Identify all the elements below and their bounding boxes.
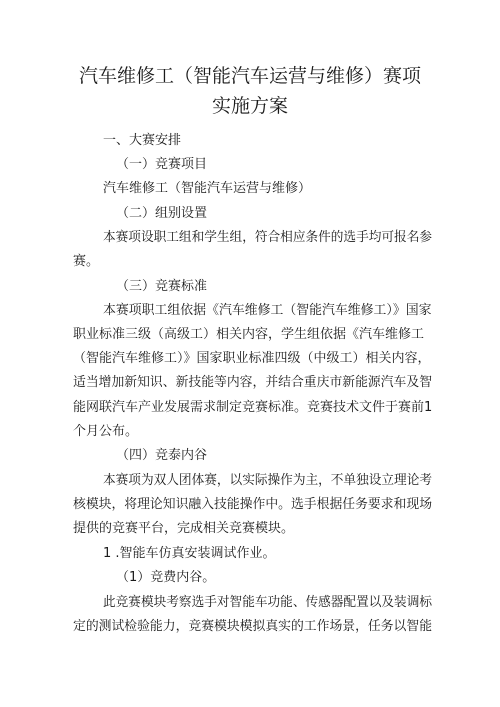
subsection-heading: （一）竞赛项目 — [116, 157, 208, 172]
paragraph-line: （智能汽车维修工）》国家职业标准四级（中级工）相关内容， — [73, 351, 431, 366]
numbered-item: 1 .智能车仿真安装调试作业。 — [103, 546, 276, 561]
paragraph-line: 赛。 — [73, 254, 100, 269]
subsection-heading: （三）竞赛标准 — [116, 279, 208, 294]
numbered-subitem: （1）竞费内谷。 — [116, 570, 216, 585]
document-title-line-2: 实施方案 — [211, 95, 288, 117]
document-title-line-1: 汽车维修工（智能汽车运营与维修）赛项 — [78, 65, 421, 87]
paragraph-line: 本赛项设职工组和学生组，符合相应条件的选手均可报名参 — [103, 230, 433, 245]
paragraph-line: 个月公布。 — [73, 424, 139, 439]
paragraph-line: 本赛项职工组依据《汽车维修工（智能汽车维修工）》国家 — [103, 303, 432, 318]
paragraph-line: 能网联汽车产业发展需求制定竞赛标准。竞赛技术文件于赛前1 — [73, 400, 433, 415]
paragraph-line: 定的测试检验能力，竞赛模块模拟真实的工作场景，任务以智能 — [73, 619, 433, 634]
subsection-heading: （四）竞泰内谷 — [116, 448, 208, 463]
paragraph-line: 本赛项为双人团体赛，以实际操作为主，不单独设立理论考 — [103, 473, 433, 488]
paragraph-line: 汽车维修工（智能汽车运营与维修） — [103, 181, 312, 196]
paragraph-line: 适当增加新知识、新技能等内容，并结合重庆市新能源汽车及智 — [73, 375, 433, 390]
paragraph-line: 提供的竞赛平台，完成相关竞赛模块。 — [73, 521, 295, 536]
paragraph-line: 此竞赛模块考察选手对智能车功能、传感器配置以及装调标 — [103, 595, 433, 610]
subsection-heading: （二）组别设置 — [116, 206, 208, 221]
paragraph-line: 核模块，将理论知识融入技能操作中。选手根据任务要求和现场 — [73, 497, 433, 512]
section-heading: 一、大赛安排 — [103, 133, 182, 148]
paragraph-line: 职业标准三级（高级工）相关内容，学生组依据《汽车维修工 — [73, 327, 425, 342]
